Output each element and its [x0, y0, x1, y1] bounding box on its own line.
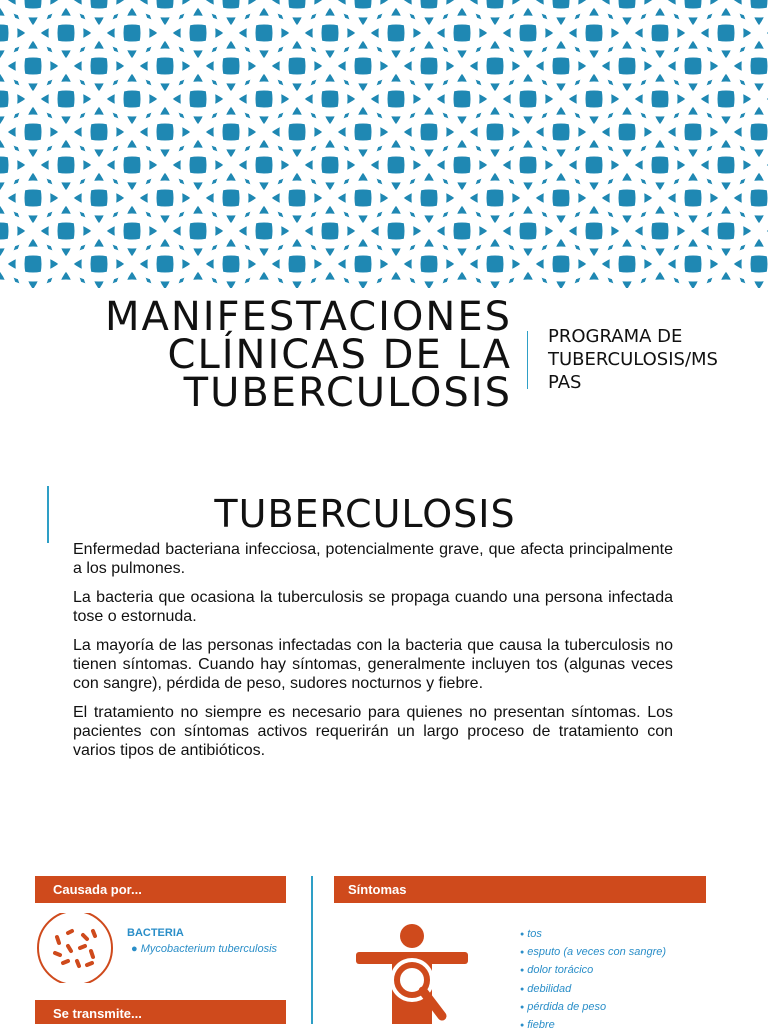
section-heading: TUBERCULOSIS: [214, 492, 516, 536]
cause-item-text: Mycobacterium tuberculosis: [140, 943, 278, 955]
subtitle: [548, 325, 763, 394]
title-line: MANIFESTACIONES: [104, 294, 512, 340]
panel-divider: [311, 876, 313, 1024]
page-title: [40, 294, 512, 416]
cause-label: BACTERIA: [127, 927, 184, 939]
subtitle-line: PROGRAMA DE: [548, 326, 683, 347]
section-body: [73, 540, 673, 770]
symptoms-panel-header: Síntomas: [334, 876, 706, 903]
title-line: TUBERCULOSIS: [183, 370, 512, 416]
bacteria-icon: [35, 913, 115, 983]
symptoms-list: [520, 926, 666, 1035]
symptom-item: ● pérdida de peso: [520, 999, 666, 1017]
paragraph: El tratamiento no siempre es necesario para quienes no presentan síntomas. Los pacientes con síntomas activos requerirán un largo proceso de tratamiento con varios tipos de antibióticos.: [73, 704, 673, 759]
section-accent-bar: [47, 486, 49, 543]
subtitle-line: PAS: [548, 372, 582, 393]
paragraph: Enfermedad bacteriana infecciosa, potencialmente grave, que afecta principalmente a los pulmones.: [73, 541, 673, 577]
symptom-item: ● fiebre: [520, 1017, 666, 1035]
title-divider: [527, 331, 528, 389]
symptom-item: ● tos: [520, 926, 666, 944]
paragraph: La mayoría de las personas infectadas con la bacteria que causa la tuberculosis no tienen síntomas. Cuando hay síntomas, generalmente incluyen tos (algunas veces con sangre), pérdida de peso, sudores nocturnos y fiebre.: [73, 637, 673, 692]
transmission-panel-header: Se transmite...: [35, 1000, 286, 1024]
person-magnifier-icon: [352, 920, 472, 1024]
title-line: CLÍNICAS DE LA: [167, 332, 512, 378]
decorative-pattern-banner: [0, 0, 768, 288]
symptom-item: ● debilidad: [520, 981, 666, 999]
cause-panel-header: Causada por...: [35, 876, 286, 903]
paragraph: La bacteria que ocasiona la tuberculosis se propaga cuando una persona infectada tose o estornuda.: [73, 589, 673, 625]
subtitle-line: TUBERCULOSIS/MS: [548, 349, 718, 370]
cause-item: ● Mycobacterium tuberculosis: [131, 943, 278, 955]
symptom-item: ● esputo (a veces con sangre): [520, 944, 666, 962]
symptom-item: ● dolor torácico: [520, 962, 666, 980]
